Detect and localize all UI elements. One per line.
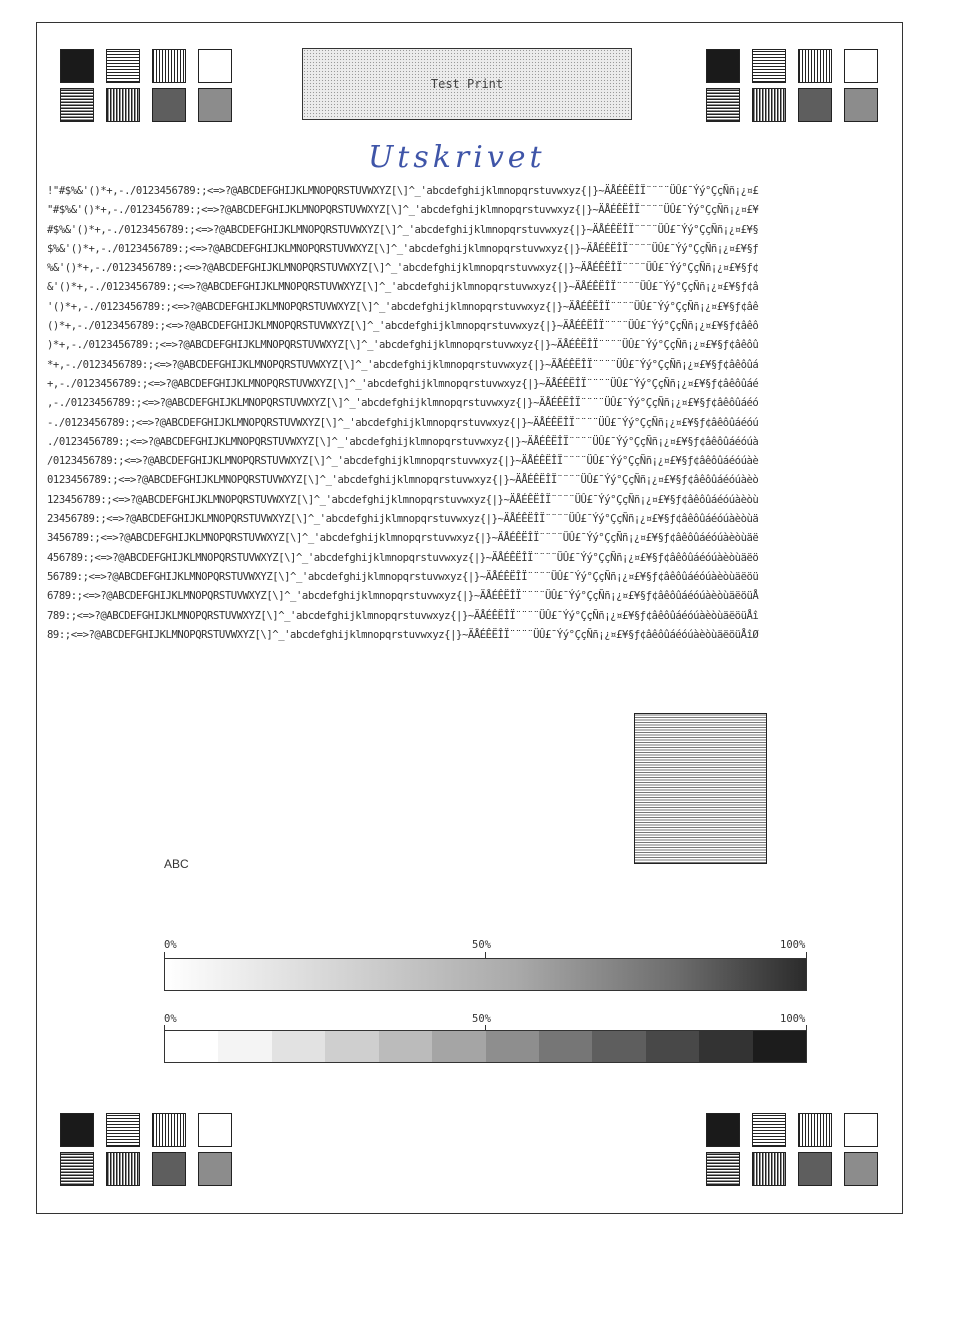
title-box xyxy=(302,48,632,120)
gray-step xyxy=(272,1031,325,1062)
gray-step xyxy=(699,1031,752,1062)
charset-line: #$%&'()*+,-./0123456789:;<=>?@ABCDEFGHIJKLMNOPQRSTUVWXYZ[\]^_'abcdefghijklmnopqrstuvwxyz{|}~ÄÅÉÊËÎÏ¨¨¨¨ÜÛ£¯Ýý°ÇçÑñ¡¿¤£¥§ xyxy=(47,223,759,236)
charset-line: "#$%&'()*+,-./0123456789:;<=>?@ABCDEFGHIJKLMNOPQRSTUVWXYZ[\]^_'abcdefghijklmnopqrstuvwxyz{|}~ÄÅÉÊËÎÏ¨¨¨¨ÜÛ£¯Ýý°ÇçÑñ¡¿¤£¥ xyxy=(47,204,759,217)
stepped-gray-scale xyxy=(164,1030,807,1063)
gradient-label-start: 0% xyxy=(164,939,177,951)
gray-step xyxy=(379,1031,432,1062)
charset-line: )*+,-./0123456789:;<=>?@ABCDEFGHIJKLMNOPQRSTUVWXYZ[\]^_'abcdefghijklmnopqrstuvwxyz{|}~ÄÅÉÊËÎÏ¨¨¨¨ÜÛ£¯Ýý°ÇçÑñ¡¿¤£¥§ƒ¢âêôû xyxy=(47,339,759,352)
gray-step xyxy=(165,1031,218,1062)
charset-line: ()*+,-./0123456789:;<=>?@ABCDEFGHIJKLMNOPQRSTUVWXYZ[\]^_'abcdefghijklmnopqrstuvwxyz{|}~ÄÅÉÊËÎÏ¨¨¨¨ÜÛ£¯Ýý°ÇçÑñ¡¿¤£¥§ƒ¢âêô xyxy=(47,320,759,333)
charset-line: ,-./0123456789:;<=>?@ABCDEFGHIJKLMNOPQRSTUVWXYZ[\]^_'abcdefghijklmnopqrstuvwxyz{|}~ÄÅÉÊËÎÏ¨¨¨¨ÜÛ£¯Ýý°ÇçÑñ¡¿¤£¥§ƒ¢âêôûáéó xyxy=(47,397,759,410)
swatch-dark-gray-bottom-right xyxy=(798,1152,832,1186)
gray-step xyxy=(539,1031,592,1062)
swatch-dark-gray-top-left xyxy=(152,88,186,122)
charset-line: '()*+,-./0123456789:;<=>?@ABCDEFGHIJKLMNOPQRSTUVWXYZ[\]^_'abcdefghijklmnopqrstuvwxyz{|}~ÄÅÉÊËÎÏ¨¨¨¨ÜÛ£¯Ýý°ÇçÑñ¡¿¤£¥§ƒ¢âê xyxy=(47,300,759,313)
charset-line: 789:;<=>?@ABCDEFGHIJKLMNOPQRSTUVWXYZ[\]^_'abcdefghijklmnopqrstuvwxyz{|}~ÄÅÉÊËÎÏ¨¨¨¨ÜÛ£¯Ýý°ÇçÑñ¡¿¤£¥§ƒ¢âêôûáéóúàèòùäëöüÅî xyxy=(47,609,759,622)
swatch-hlines-dense-bottom-left xyxy=(60,1152,94,1186)
charset-line: 56789:;<=>?@ABCDEFGHIJKLMNOPQRSTUVWXYZ[\]^_'abcdefghijklmnopqrstuvwxyz{|}~ÄÅÉÊËÎÏ¨¨¨¨ÜÛ£¯Ýý°ÇçÑñ¡¿¤£¥§ƒ¢âêôûáéóúàèòùäëöü xyxy=(47,570,759,583)
continuous-gray-gradient xyxy=(164,958,807,991)
swatch-vlines-bottom-left xyxy=(152,1113,186,1147)
gray-step xyxy=(592,1031,645,1062)
swatch-white-top-right xyxy=(844,49,878,83)
swatch-hlines-dense-top-left xyxy=(60,88,94,122)
swatch-dark-gray-top-right xyxy=(798,88,832,122)
swatch-mid-gray-top-right xyxy=(844,88,878,122)
charset-line: -./0123456789:;<=>?@ABCDEFGHIJKLMNOPQRSTUVWXYZ[\]^_'abcdefghijklmnopqrstuvwxyz{|}~ÄÅÉÊËÎÏ¨¨¨¨ÜÛ£¯Ýý°ÇçÑñ¡¿¤£¥§ƒ¢âêôûáéóú xyxy=(47,416,759,429)
swatch-vlines-dense-top-right xyxy=(752,88,786,122)
swatch-hlines-top-right xyxy=(752,49,786,83)
swatch-vlines-dense-top-left xyxy=(106,88,140,122)
swatch-hlines-bottom-left xyxy=(106,1113,140,1147)
swatch-hlines-dense-bottom-right xyxy=(706,1152,740,1186)
abc-label: ABC xyxy=(164,857,189,871)
swatch-black-top-right xyxy=(706,49,740,83)
swatch-mid-gray-bottom-left xyxy=(198,1152,232,1186)
swatch-white-bottom-right xyxy=(844,1113,878,1147)
charset-line: !"#$%&'()*+,-./0123456789:;<=>?@ABCDEFGHIJKLMNOPQRSTUVWXYZ[\]^_'abcdefghijklmnopqrstuvwxyz{|}~ÄÅÉÊËÎÏ¨¨¨¨ÜÛ£¯Ýý°ÇçÑñ¡¿¤£ xyxy=(47,185,759,197)
charset-line: %&'()*+,-./0123456789:;<=>?@ABCDEFGHIJKLMNOPQRSTUVWXYZ[\]^_'abcdefghijklmnopqrstuvwxyz{|}~ÄÅÉÊËÎÏ¨¨¨¨ÜÛ£¯Ýý°ÇçÑñ¡¿¤£¥§ƒ¢ xyxy=(47,262,759,275)
charset-line: /0123456789:;<=>?@ABCDEFGHIJKLMNOPQRSTUVWXYZ[\]^_'abcdefghijklmnopqrstuvwxyz{|}~ÄÅÉÊËÎÏ¨¨¨¨ÜÛ£¯Ýý°ÇçÑñ¡¿¤£¥§ƒ¢âêôûáéóúàè xyxy=(47,455,759,468)
charset-line: 89:;<=>?@ABCDEFGHIJKLMNOPQRSTUVWXYZ[\]^_'abcdefghijklmnopqrstuvwxyz{|}~ÄÅÉÊËÎÏ¨¨¨¨ÜÛ£¯Ýý°ÇçÑñ¡¿¤£¥§ƒ¢âêôûáéóúàèòùäëöüÅîØ xyxy=(47,628,759,641)
gray-step xyxy=(646,1031,699,1062)
swatch-mid-gray-bottom-right xyxy=(844,1152,878,1186)
swatch-vlines-bottom-right xyxy=(798,1113,832,1147)
gray-step xyxy=(432,1031,485,1062)
charset-line: ./0123456789:;<=>?@ABCDEFGHIJKLMNOPQRSTUVWXYZ[\]^_'abcdefghijklmnopqrstuvwxyz{|}~ÄÅÉÊËÎÏ¨¨¨¨ÜÛ£¯Ýý°ÇçÑñ¡¿¤£¥§ƒ¢âêôûáéóúà xyxy=(47,435,759,448)
charset-line: 23456789:;<=>?@ABCDEFGHIJKLMNOPQRSTUVWXYZ[\]^_'abcdefghijklmnopqrstuvwxyz{|}~ÄÅÉÊËÎÏ¨¨¨¨ÜÛ£¯Ýý°ÇçÑñ¡¿¤£¥§ƒ¢âêôûáéóúàèòùä xyxy=(47,513,759,526)
line-pattern-square xyxy=(634,713,767,864)
swatch-hlines-bottom-right xyxy=(752,1113,786,1147)
charset-line: 123456789:;<=>?@ABCDEFGHIJKLMNOPQRSTUVWXYZ[\]^_'abcdefghijklmnopqrstuvwxyz{|}~ÄÅÉÊËÎÏ¨¨¨¨ÜÛ£¯Ýý°ÇçÑñ¡¿¤£¥§ƒ¢âêôûáéóúàèòù xyxy=(47,493,759,506)
charset-line: &'()*+,-./0123456789:;<=>?@ABCDEFGHIJKLMNOPQRSTUVWXYZ[\]^_'abcdefghijklmnopqrstuvwxyz{|}~ÄÅÉÊËÎÏ¨¨¨¨ÜÛ£¯Ýý°ÇçÑñ¡¿¤£¥§ƒ¢â xyxy=(47,281,759,294)
charset-line: *+,-./0123456789:;<=>?@ABCDEFGHIJKLMNOPQRSTUVWXYZ[\]^_'abcdefghijklmnopqrstuvwxyz{|}~ÄÅÉÊËÎÏ¨¨¨¨ÜÛ£¯Ýý°ÇçÑñ¡¿¤£¥§ƒ¢âêôûá xyxy=(47,358,759,371)
gray-step xyxy=(486,1031,539,1062)
charset-line: 456789:;<=>?@ABCDEFGHIJKLMNOPQRSTUVWXYZ[\]^_'abcdefghijklmnopqrstuvwxyz{|}~ÄÅÉÊËÎÏ¨¨¨¨ÜÛ£¯Ýý°ÇçÑñ¡¿¤£¥§ƒ¢âêôûáéóúàèòùäëö xyxy=(47,551,759,564)
gradient-label-end: 100% xyxy=(780,939,806,951)
swatch-black-bottom-left xyxy=(60,1113,94,1147)
gray-step xyxy=(753,1031,806,1062)
charset-line: 6789:;<=>?@ABCDEFGHIJKLMNOPQRSTUVWXYZ[\]^_'abcdefghijklmnopqrstuvwxyz{|}~ÄÅÉÊËÎÏ¨¨¨¨ÜÛ£¯Ýý°ÇçÑñ¡¿¤£¥§ƒ¢âêôûáéóúàèòùäëöüÅ xyxy=(47,590,759,603)
swatch-hlines-dense-top-right xyxy=(706,88,740,122)
charset-line: +,-./0123456789:;<=>?@ABCDEFGHIJKLMNOPQRSTUVWXYZ[\]^_'abcdefghijklmnopqrstuvwxyz{|}~ÄÅÉÊËÎÏ¨¨¨¨ÜÛ£¯Ýý°ÇçÑñ¡¿¤£¥§ƒ¢âêôûáé xyxy=(47,377,759,390)
swatch-white-top-left xyxy=(198,49,232,83)
handwritten-note: Utskrivet xyxy=(368,140,546,175)
swatch-vlines-dense-bottom-left xyxy=(106,1152,140,1186)
swatch-vlines-top-right xyxy=(798,49,832,83)
page-title: Test Print xyxy=(430,77,504,91)
swatch-vlines-top-left xyxy=(152,49,186,83)
charset-line: $%&'()*+,-./0123456789:;<=>?@ABCDEFGHIJKLMNOPQRSTUVWXYZ[\]^_'abcdefghijklmnopqrstuvwxyz{|}~ÄÅÉÊËÎÏ¨¨¨¨ÜÛ£¯Ýý°ÇçÑñ¡¿¤£¥§ƒ xyxy=(47,242,759,255)
gray-step xyxy=(218,1031,271,1062)
charset-line: 0123456789:;<=>?@ABCDEFGHIJKLMNOPQRSTUVWXYZ[\]^_'abcdefghijklmnopqrstuvwxyz{|}~ÄÅÉÊËÎÏ¨¨¨¨ÜÛ£¯Ýý°ÇçÑñ¡¿¤£¥§ƒ¢âêôûáéóúàèò xyxy=(47,474,759,487)
steps-label-start: 0% xyxy=(164,1013,177,1025)
swatch-dark-gray-bottom-left xyxy=(152,1152,186,1186)
gradient-label-mid: 50% xyxy=(472,939,491,951)
gray-step xyxy=(325,1031,378,1062)
swatch-vlines-dense-bottom-right xyxy=(752,1152,786,1186)
swatch-black-bottom-right xyxy=(706,1113,740,1147)
character-set-block xyxy=(47,182,897,645)
swatch-white-bottom-left xyxy=(198,1113,232,1147)
steps-label-end: 100% xyxy=(780,1013,806,1025)
swatch-mid-gray-top-left xyxy=(198,88,232,122)
swatch-black-top-left xyxy=(60,49,94,83)
swatch-hlines-top-left xyxy=(106,49,140,83)
steps-label-mid: 50% xyxy=(472,1013,491,1025)
charset-line: 3456789:;<=>?@ABCDEFGHIJKLMNOPQRSTUVWXYZ[\]^_'abcdefghijklmnopqrstuvwxyz{|}~ÄÅÉÊËÎÏ¨¨¨¨ÜÛ£¯Ýý°ÇçÑñ¡¿¤£¥§ƒ¢âêôûáéóúàèòùäë xyxy=(47,532,759,545)
